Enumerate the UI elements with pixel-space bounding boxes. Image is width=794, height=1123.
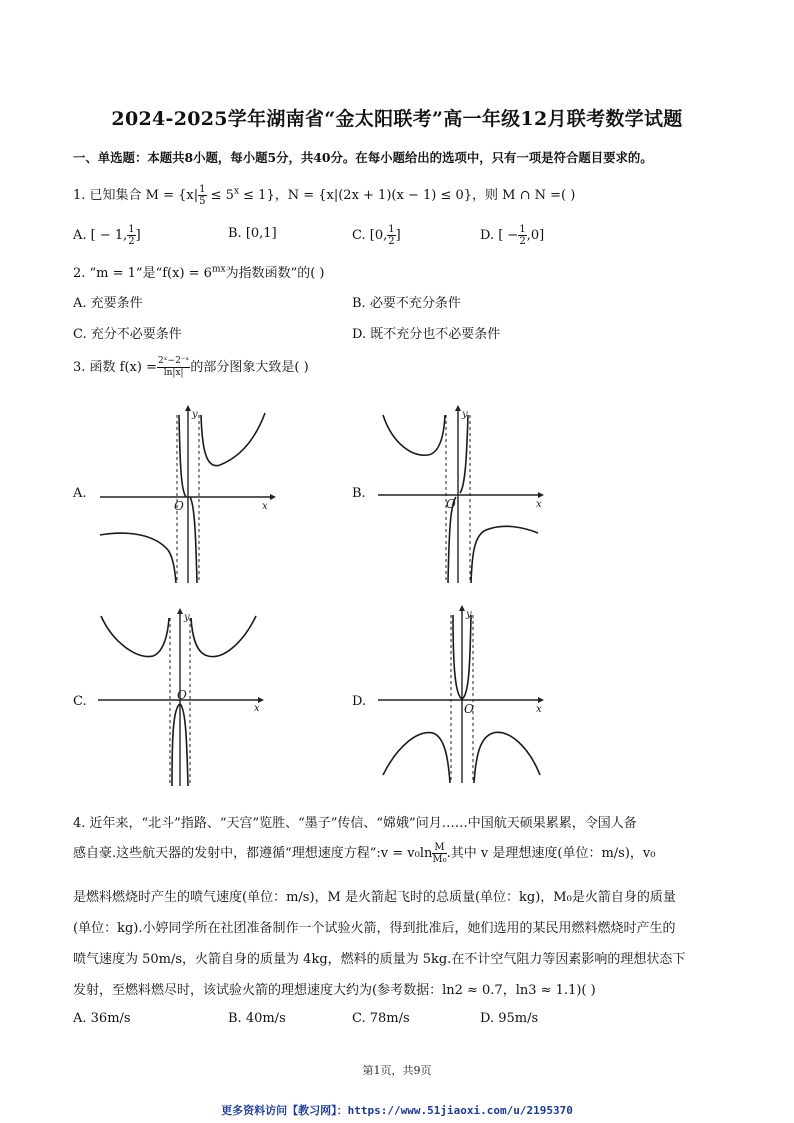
- q3-stem-b: 的部分图象大致是( ): [190, 360, 309, 375]
- graph-b-x-label: x: [536, 499, 542, 510]
- q1-a-den: 2: [128, 236, 135, 247]
- q1-a-pre: A. [ − 1,: [73, 228, 128, 243]
- page-title: 2024-2025学年湖南省“金太阳联考”高一年级12月联考数学试题: [111, 108, 683, 130]
- graph-a-y-arrow: [185, 405, 191, 411]
- q4-fraction: [432, 842, 446, 865]
- graph-d-y-label: y: [466, 609, 472, 620]
- graph-d-x-arrow: [538, 697, 544, 703]
- graph-a-curve-right: [201, 413, 265, 466]
- q2-option-a[interactable]: A. 充要条件: [73, 296, 143, 311]
- q4-option-b[interactable]: B. 40m/s: [228, 1011, 286, 1026]
- q1-stem-c: ≤ 1}，N = {x|(2x + 1)(x − 1) ≤ 0}，则 M ∩ N =( ): [239, 188, 576, 203]
- q4-option-d[interactable]: D. 95m/s: [480, 1011, 539, 1026]
- graph-c-curve-mid-right: [180, 704, 188, 786]
- q1-d-pre: D. [ −: [480, 228, 519, 243]
- graph-a[interactable]: [100, 405, 275, 585]
- q1-option-a[interactable]: [73, 224, 141, 247]
- q1-stem-b: ≤ 5: [206, 188, 234, 203]
- q4-line-2-a: 感自豪.这些航天器的发射中，都遵循“理想速度方程”:v = v₀ln: [73, 846, 433, 861]
- graph-b-curve-right: [471, 526, 538, 583]
- q4-line-5: 喷气速度为 50m/s，火箭自身的质量为 4kg，燃料的质量为 5kg.在不计空气阻力等因素影响的理想状态下: [73, 952, 686, 967]
- graph-d-y-arrow: [459, 605, 465, 611]
- graph-c-curve-left: [101, 616, 169, 657]
- graph-d-curve-right: [474, 732, 540, 783]
- q2-stem-a: 2. “m = 1”是“f(x) = 6: [73, 266, 212, 281]
- section-heading: 一、单选题：本题共8小题，每小题5分，共40分。在每小题给出的选项中，只有一项是符合题目要求的。: [73, 150, 653, 165]
- q1-option-d[interactable]: [480, 224, 544, 247]
- graph-a-y-label: y: [192, 409, 198, 420]
- q2-stem-b: 为指数函数”的( ): [225, 266, 325, 281]
- q3-option-d-label[interactable]: D.: [352, 694, 367, 709]
- q3-frac-den: ln|x|: [163, 368, 184, 378]
- q1-stem: [73, 184, 575, 207]
- q3-option-a-label[interactable]: A.: [73, 486, 87, 501]
- q1-c-frac: [387, 224, 395, 247]
- q3-frac-num: 2ˣ−2⁻ˣ: [157, 356, 190, 366]
- q1-stem-a: 1. 已知集合 M = {x|: [73, 188, 199, 203]
- q2-stem: [73, 262, 325, 281]
- q3-option-c-label[interactable]: C.: [73, 694, 87, 709]
- graph-d-curve-mid-right: [462, 615, 471, 699]
- q1-c-post: ]: [395, 228, 401, 243]
- graph-d[interactable]: [378, 605, 553, 785]
- graph-b-x-arrow: [538, 492, 544, 498]
- page-footer: 第1页，共9页: [362, 1064, 432, 1077]
- q3-option-b-label[interactable]: B.: [352, 486, 366, 501]
- q1-a-post: ]: [135, 228, 141, 243]
- graph-b-y-arrow: [455, 405, 461, 411]
- q4-line-6: 发射，至燃料燃尽时，该试验火箭的理想速度大约为(参考数据：ln2 ≈ 0.7，ln3 ≈ 1.1)( ): [73, 983, 596, 998]
- graph-b-curve-mid-right: [460, 415, 468, 493]
- graph-c-y-arrow: [177, 608, 183, 614]
- graph-c[interactable]: [98, 608, 273, 788]
- q1-option-b[interactable]: B. [0,1]: [228, 226, 277, 241]
- graph-c-origin: O: [177, 688, 187, 702]
- graph-b-y-label: y: [462, 409, 468, 420]
- q2-option-b[interactable]: B. 必要不充分条件: [352, 296, 461, 311]
- q4-line-2-b: .其中 v 是理想速度(单位：m/s)，v₀: [446, 846, 656, 861]
- q2-sup-mx: mx: [211, 264, 226, 275]
- q1-d-num: 1: [519, 224, 526, 235]
- q4-line-4: (单位：kg).小婷同学所在社团准备制作一个试验火箭，得到批准后，她们选用的某民用燃料燃烧时产生的: [73, 921, 676, 936]
- q4-option-c[interactable]: C. 78m/s: [352, 1011, 410, 1026]
- graph-d-curve-mid-left: [453, 615, 462, 699]
- q4-option-a[interactable]: A. 36m/s: [73, 1011, 131, 1026]
- q1-d-frac: [518, 224, 526, 247]
- graph-a-x-arrow: [270, 494, 276, 500]
- q1-a-num: 1: [128, 224, 135, 235]
- q1-c-den: 2: [388, 236, 395, 247]
- graph-a-x-label: x: [262, 501, 268, 512]
- graph-c-curve-right: [191, 616, 256, 657]
- source-banner-link[interactable]: 更多资料访问【教习网】：https://www.51jiaoxi.com/u/2195370: [221, 1104, 573, 1117]
- q1-d-post: ,0]: [526, 228, 545, 243]
- q2-option-c[interactable]: C. 充分不必要条件: [73, 327, 182, 342]
- q1-fraction: [198, 184, 206, 207]
- graph-a-curve-mid-left: [179, 415, 186, 497]
- q4-frac-den: M₀: [432, 854, 447, 865]
- q1-frac-num: 1: [199, 184, 206, 195]
- graph-c-curve-mid-left: [172, 704, 180, 786]
- graph-d-curve-left: [383, 733, 450, 783]
- q2-option-d[interactable]: D. 既不充分也不必要条件: [352, 327, 501, 342]
- graph-d-x-label: x: [536, 704, 542, 715]
- graph-a-curve-left: [100, 533, 176, 583]
- graph-b-curve-left: [383, 415, 445, 455]
- graph-c-x-label: x: [254, 703, 260, 714]
- q1-sup-x: x: [233, 186, 240, 197]
- graph-a-curve-mid-right: [190, 497, 197, 583]
- q1-c-pre: C. [0,: [352, 228, 388, 243]
- q4-line-2: [73, 842, 655, 865]
- graph-b-origin: O: [446, 497, 456, 511]
- q1-option-c[interactable]: [352, 224, 401, 247]
- q3-stem: [73, 356, 309, 379]
- q4-frac-num: M: [434, 842, 445, 853]
- graph-a-origin: O: [174, 499, 184, 513]
- q3-stem-a: 3. 函数 f(x) =: [73, 360, 157, 375]
- graph-b[interactable]: [378, 405, 553, 585]
- q1-a-frac: [127, 224, 135, 247]
- q3-fraction: [157, 356, 190, 379]
- q4-line-1: 4. 近年来，“北斗”指路、“天宫”览胜、“墨子”传信、“嫦娥”问月……中国航天硕果累累，令国人备: [73, 816, 637, 831]
- graph-c-y-label: y: [184, 612, 190, 623]
- graph-d-origin: O: [464, 702, 474, 716]
- q1-frac-den: 5: [199, 196, 206, 207]
- q1-c-num: 1: [388, 224, 395, 235]
- q1-d-den: 2: [519, 236, 526, 247]
- q4-line-3: 是燃料燃烧时产生的喷气速度(单位：m/s)，M 是火箭起飞时的总质量(单位：kg)，M₀是火箭自身的质量: [73, 890, 676, 905]
